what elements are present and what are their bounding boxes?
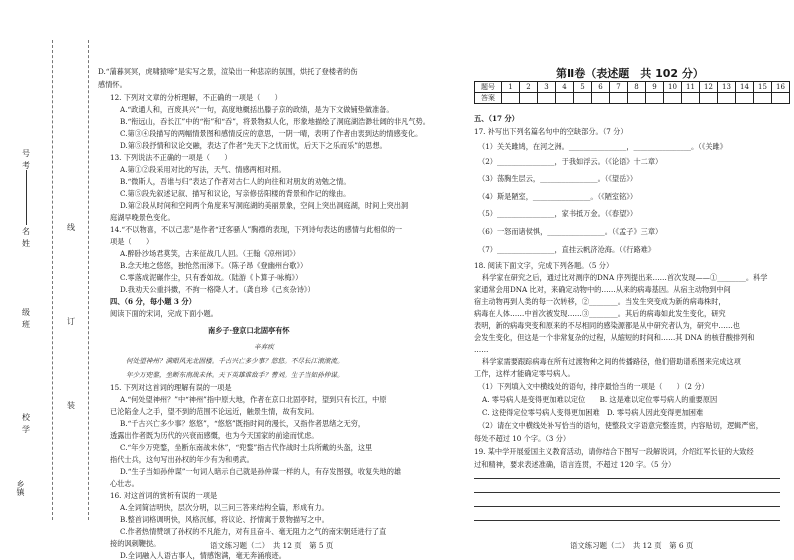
table-cell-label: 答案: [475, 93, 502, 104]
table-cell: 8: [628, 82, 646, 93]
answer-cell[interactable]: [538, 93, 556, 104]
answer-cell[interactable]: [502, 93, 520, 104]
option-d: D.第②段从时间和空间两个角度来写洞庭湖的美丽景象，空间上突出洞庭湖，时间上突出洞: [120, 201, 409, 210]
section-title: 第Ⅱ卷（表述题 共 102 分）: [556, 67, 704, 80]
margin-label-ji: 级: [22, 308, 30, 317]
option-d: D.“生子当如孙仲谋”一句词人暗示自己就是孙仲谋一样的人，有存发图强，收复失地的雄: [120, 467, 402, 476]
passage-line: 病毒在人体……中首次被发现……③________。其后的病毒如此发生变化，研究: [474, 309, 726, 318]
text-line: 庭湖早晚景色变化。: [110, 213, 175, 222]
table-cell: 13: [718, 82, 736, 93]
passage-line: ……: [474, 345, 489, 354]
option-d: D.第⑤段抒情和议论交融，表达了作者“先天下之忧而忧，后天下之乐而乐”的思想。: [120, 141, 387, 150]
answer-cell[interactable]: [682, 93, 700, 104]
fill-blank-2: （2）________________，于我如浮云。（《论语》十二章）: [478, 157, 663, 166]
table-cell: 5: [574, 82, 592, 93]
answer-cell[interactable]: [574, 93, 592, 104]
answer-cell[interactable]: [754, 93, 772, 104]
answer-cell[interactable]: [592, 93, 610, 104]
option-a: A.“何处望神州？”中“神州”指中原大地，作者在京口北固亭时，望到只有长江，中原: [120, 395, 387, 404]
option-c: C.第③④段描写的两幅情景图和感情反应的意思，一阴一晴，表明了作者由衷到达的情感变化。: [120, 129, 423, 138]
option-b: B.“千古兴亡多少事？悠悠”，“悠悠”既指时间的漫长，又指作者思绪之无穷，: [120, 419, 366, 428]
table-cell: 14: [736, 82, 754, 93]
answer-cell[interactable]: [736, 93, 754, 104]
table-cell: 1: [502, 82, 520, 93]
table-cell: 4: [556, 82, 574, 93]
text-line: 心壮志。: [110, 479, 139, 488]
question-14: 14.“不以物喜，不以己悲”是作者“迁客骚人”胸襟的表现，下列诗句表达的感情与此相似的一: [110, 225, 403, 234]
table-cell: 9: [646, 82, 664, 93]
sub-question-1: （1）下列填入文中横线处的语句，排序最恰当的一项是（ ）（2 分）: [478, 382, 709, 391]
answer-line[interactable]: [474, 520, 780, 521]
margin-label-xing: 姓: [22, 239, 30, 248]
answer-cell[interactable]: [628, 93, 646, 104]
option-b: B.“微斯人，吾谁与归”表达了作者对古仁人的向往和对朋友的劝勉之情。: [120, 177, 351, 186]
text-line: 过和精神，要求表述准确，语言连贯，不超过 120 字。（5 分）: [474, 460, 676, 469]
margin-label-kao: 考: [22, 161, 30, 170]
margin-label-xiangzhen: 乡镇: [16, 480, 25, 496]
fill-blank-7: （7）________________，直挂云帆济沧海。（《行路难》: [478, 245, 656, 254]
table-cell: 15: [754, 82, 772, 93]
table-cell: 3: [538, 82, 556, 93]
text-line: 每处不超过 10 个字。（3 分）: [474, 434, 571, 443]
question-17: 17. 补写出下列名篇名句中的空缺部分。（7 分）: [474, 127, 628, 136]
text-line: 感情怀。: [98, 80, 127, 89]
answer-cell[interactable]: [772, 93, 790, 104]
option-d: D.我劝天公重抖擞，不拘一格降人才。（龚自珍《己亥杂诗》）: [120, 285, 315, 294]
exam-number-line: [26, 170, 27, 225]
question-18: 18. 阅读下面文字，完成下列各题。（5 分）: [474, 261, 614, 270]
table-cell: 6: [592, 82, 610, 93]
cut-line-char: 线: [67, 223, 75, 232]
text-line: 接的讽刺鞭挞。: [110, 539, 161, 548]
passage-line: 工作，这样才能确定零号病人。: [474, 369, 575, 378]
table-cell: 11: [682, 82, 700, 93]
option-a: A.第①②段采用对比的写法，天气、情感两相对照。: [120, 165, 286, 174]
answer-cell[interactable]: [646, 93, 664, 104]
section-five-heading: 五、（17 分）: [474, 114, 519, 123]
answer-cell[interactable]: [556, 93, 574, 104]
answer-cell[interactable]: [664, 93, 682, 104]
poem-author: 辛弃疾: [254, 343, 274, 351]
question-16: 16. 对这首词的赏析有误的一项是: [110, 491, 218, 500]
option-c: C.“年少万兜鍪，坐断东南战未休”，“兜鍪”指古代作战时士兵所戴的头盔，这里: [120, 443, 373, 452]
answer-line[interactable]: [474, 506, 780, 507]
binding-dashed-line: [52, 40, 53, 520]
answer-cell[interactable]: [718, 93, 736, 104]
margin-label-xue: 学: [22, 425, 30, 434]
passage-line: 宿主动物再到人类的每一次转移，②________。当发生突变成为新的病毒株时，: [474, 297, 726, 306]
binding-dashed-line-inner: [88, 40, 89, 520]
table-row: [475, 82, 790, 93]
answer-line[interactable]: [474, 478, 780, 479]
answer-table: [474, 81, 790, 104]
option-c: C.作者热情赞颂了孙权的不凡能力，对有且奋斗、毫无阻力之气的南宋朝廷进行了直: [120, 527, 387, 536]
table-cell: 7: [610, 82, 628, 93]
left-page-footer: 语文练习题（二） 共 12 页 第 5 页: [210, 541, 334, 550]
fill-blank-6: （6）一怒而诸侯惧，________________。（《孟子》三章）: [478, 227, 663, 236]
table-cell: 16: [772, 82, 790, 93]
margin-label-ban: 班: [22, 320, 30, 329]
question-12: 12. 下列对文章的分析理解，不正确的一项是（ ）: [110, 93, 282, 102]
table-row: [475, 93, 790, 104]
passage-line: 家通常会用DNA 比对，来确定动物中的……从来的病毒基因。从宿主动物到中间: [474, 285, 731, 294]
table-cell-label: 题号: [475, 82, 502, 93]
option-b: B.整首词格调明快，风格沉郁，将议论、抒情寓于景物描写之中。: [120, 515, 329, 524]
table-cell: 12: [700, 82, 718, 93]
fill-blank-5: （5）________________，家书抵万金。（《春望》）: [478, 209, 638, 218]
answer-cell[interactable]: [610, 93, 628, 104]
poem-title: 南乡子·登京口北固亭有怀: [208, 326, 290, 335]
bind-line-char: 订: [67, 317, 75, 326]
question-13: 13. 下列说法不正确的一项是（ ）: [110, 153, 232, 162]
poem-line: 年少万兜鍪，坐断东南战未休。天下英雄谁敌手？曹刘。生子当如孙仲谋。: [126, 371, 344, 379]
section-four-heading: 四、（6 分，每小题 3 分）: [110, 297, 196, 306]
answer-line[interactable]: [474, 492, 780, 493]
answer-cell[interactable]: [520, 93, 538, 104]
answer-cell[interactable]: [700, 93, 718, 104]
table-cell: 10: [664, 82, 682, 93]
text-line: 透露出作者既为历代的兴衰而感慨，也为今天国家的前途而忧虑。: [110, 431, 319, 440]
instruction: 阅读下面的宋词，完成下面小题。: [110, 309, 218, 318]
text-line: 指代士兵，这句写出孙权的年少有为和勇武。: [110, 455, 254, 464]
option-b: B.“衔远山，吞长江”中的“衔”和“吞”，将景物拟人化，形象地描绘了洞庭湖浩渺壮阔的非凡气势。: [120, 117, 430, 126]
text-line: 已沦陷金人之手，望不到的范围不论远近，触景生情，故有发问。: [110, 407, 319, 416]
option-b: B.念天地之悠悠，独怆然而涕下。（陈子昂《登幽州台歌》）: [120, 261, 308, 270]
option-c: C.第⑤段先叙述记叙、描写和议论，写亲修岳阳楼的背景和作记的缘由。: [120, 189, 351, 198]
option-c: C.零落成泥碾作尘，只有香如故。（陆游《卜算子·咏梅》）: [120, 273, 303, 282]
margin-label-hao: 号: [22, 149, 30, 158]
passage-line: 科学家在研究之后，通过比对测序的DNA 序列提出来……首次发现——①________。科学: [482, 273, 768, 282]
question-15: 15. 下列对这首词的理解有误的一项是: [110, 383, 232, 392]
passage-line: 会发生变化，但这是一个非常复杂的过程，从缩短的时间和……其 DNA 的核苷酸排列和: [474, 333, 755, 342]
fill-blank-3: （3）荡胸生层云，________________。（《望岳》）: [478, 174, 638, 183]
passage-line: 表明，新的病毒突变和原来的不尽相同的感染源都是从中研究者认为，研究中……也: [474, 321, 740, 330]
poem-line: 何处望神州？满眼风光北固楼。千古兴亡多少事？悠悠。不尽长江滚滚流。: [126, 357, 344, 365]
option-a: A.全词简洁明快，层次分明，以三问三答来结构全篇，形成有力。: [120, 503, 329, 512]
fill-blank-1: （1）关关雎鸠，在河之洲。________________，________________。（《关雎》: [478, 142, 727, 151]
question-19: 19. 某中学开展爱国主义教育活动，请你结合下图写一段解说词，介绍红军长征的大致经: [474, 447, 754, 456]
passage-line: 科学家需要跟踪病毒在所有过渡物种之间的传播路径，他们借助谱系图来完成这项: [482, 357, 741, 366]
staple-line-char: 装: [67, 401, 75, 410]
right-page-footer: 语文练习题（二） 共 12 页 第 6 页: [570, 541, 694, 550]
option-a: A.醉卧沙场君莫笑，古来征战几人回。（王翰《凉州词》）: [120, 249, 300, 258]
sub-question-2: （2）请在文中横线处补写恰当的语句，使整段文字语意完整连贯，内容贴切，逻辑严密，: [478, 421, 763, 430]
fill-blank-4: （4）斯是陋室，________________。（《陋室铭》）: [478, 192, 638, 201]
text-line: D.“蒲暮冥冥，虎啸猿啼”是实写之景，渲染出一种悲凉的氛围，烘托了登楼者的伤: [98, 67, 358, 76]
table-cell: 2: [520, 82, 538, 93]
text-line: 项是（ ）: [110, 237, 154, 246]
option-a: A.“政通人和，百废具兴”一句，高度地概括出滕子京的政绩，是为下文做铺垫做准备。: [120, 105, 394, 114]
options-cd: C. 这使得定位零号病人变得更加困难 D. 零号病人因此变得更加困难: [482, 408, 704, 417]
option-d: D.全词融入人语古事人，情感饱满，毫无奔涌痕迹。: [120, 551, 286, 560]
options-ab: A. 零号病人是变得更加难以定位 B. 这是难以定位零号病人的重要原因: [482, 395, 718, 404]
margin-label-ming: 名: [22, 227, 30, 236]
margin-label-xiao: 校: [22, 413, 30, 422]
